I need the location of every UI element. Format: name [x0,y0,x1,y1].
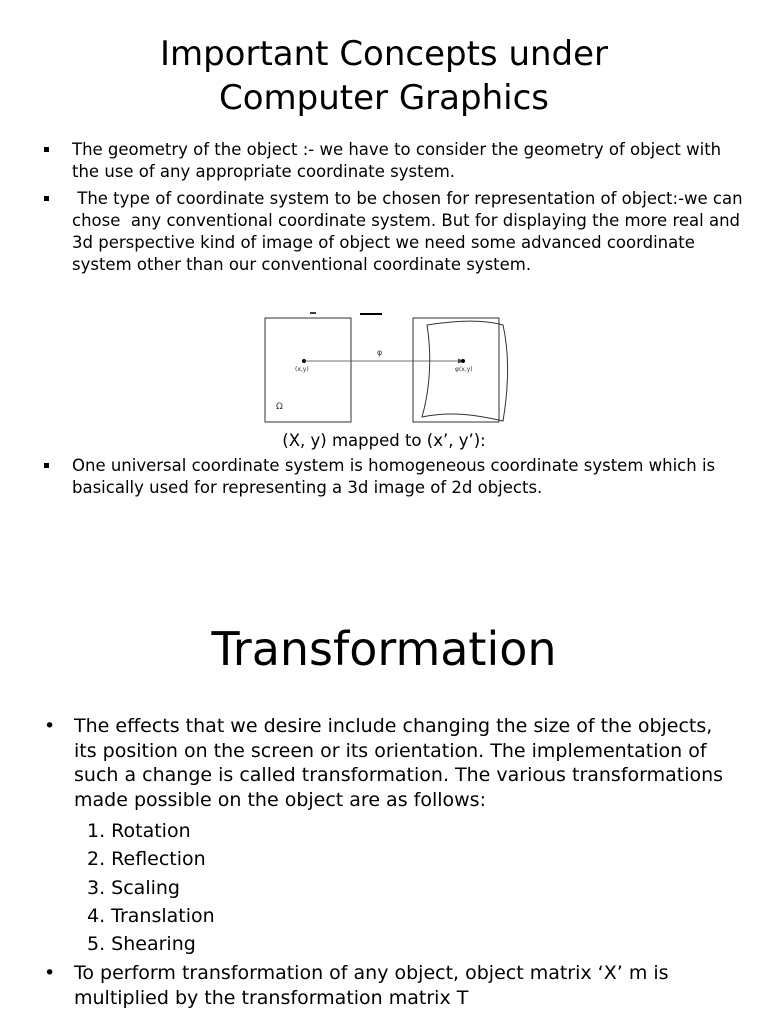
source-point-label: (x,y) [295,366,309,373]
round-bullet-icon: • [44,715,56,737]
transformation-item: 4. Translation [87,904,215,927]
list-item [44,714,724,958]
bullet-text: The geometry of the object :- we have to consider the geometry of object with the use of any appropriate coordinate system. [72,140,722,182]
target-point-label: φ(x,y) [455,366,473,373]
slide2-bullet-list [44,714,724,1010]
transformation-list [74,817,724,958]
list-item [44,455,744,500]
slide1-bullet-list [44,139,748,281]
transformation-item: 5. Shearing [87,933,196,956]
slide1-title [0,32,768,120]
mapping-figure [262,311,512,429]
target-point [461,359,465,363]
transformation-item: 1. Rotation [87,820,191,842]
domain-label: Ω [276,402,283,412]
list-item [44,961,724,1010]
slide1-title-line2: Computer Graphics [219,78,549,118]
square-bullet-icon [44,196,49,201]
list-item [44,188,748,277]
square-bullet-icon [44,147,49,152]
round-bullet-icon: • [44,962,56,985]
transformation-item: 2. Reflection [87,848,206,871]
slide1-bullet-list-2 [44,455,744,504]
transformation-item: 3. Scaling [87,876,180,899]
slide2-title: Transformation [211,622,557,676]
square-bullet-icon [44,463,49,468]
bullet-text: One universal coordinate system is homogeneous coordinate system which is basically used for representing a 3d image of 2d objects. [72,456,716,498]
bullet-text: The effects that we desire include changing the size of the objects, its position on the screen or its orientation. The implementation of such a change is called transformation. The various transformations made possible on the object are as follows: [74,715,724,811]
figure-caption: (X, y) mapped to (x’, y’): [282,431,486,450]
mapping-label: φ [377,348,383,357]
bullet-text: To perform transformation of any object, object matrix ‘X’ m is multiplied by the transformation matrix T [74,962,669,1009]
slide1-title-line1: Important Concepts under [159,34,609,74]
list-item [44,139,744,184]
bullet-text: The type of coordinate system to be chosen for representation of object:-we can chose any conventional coordinate system. But for displaying the more real and 3d perspective kind of image of object we need some advanced coordinate system other than our conventional coordinate system. [72,188,748,275]
